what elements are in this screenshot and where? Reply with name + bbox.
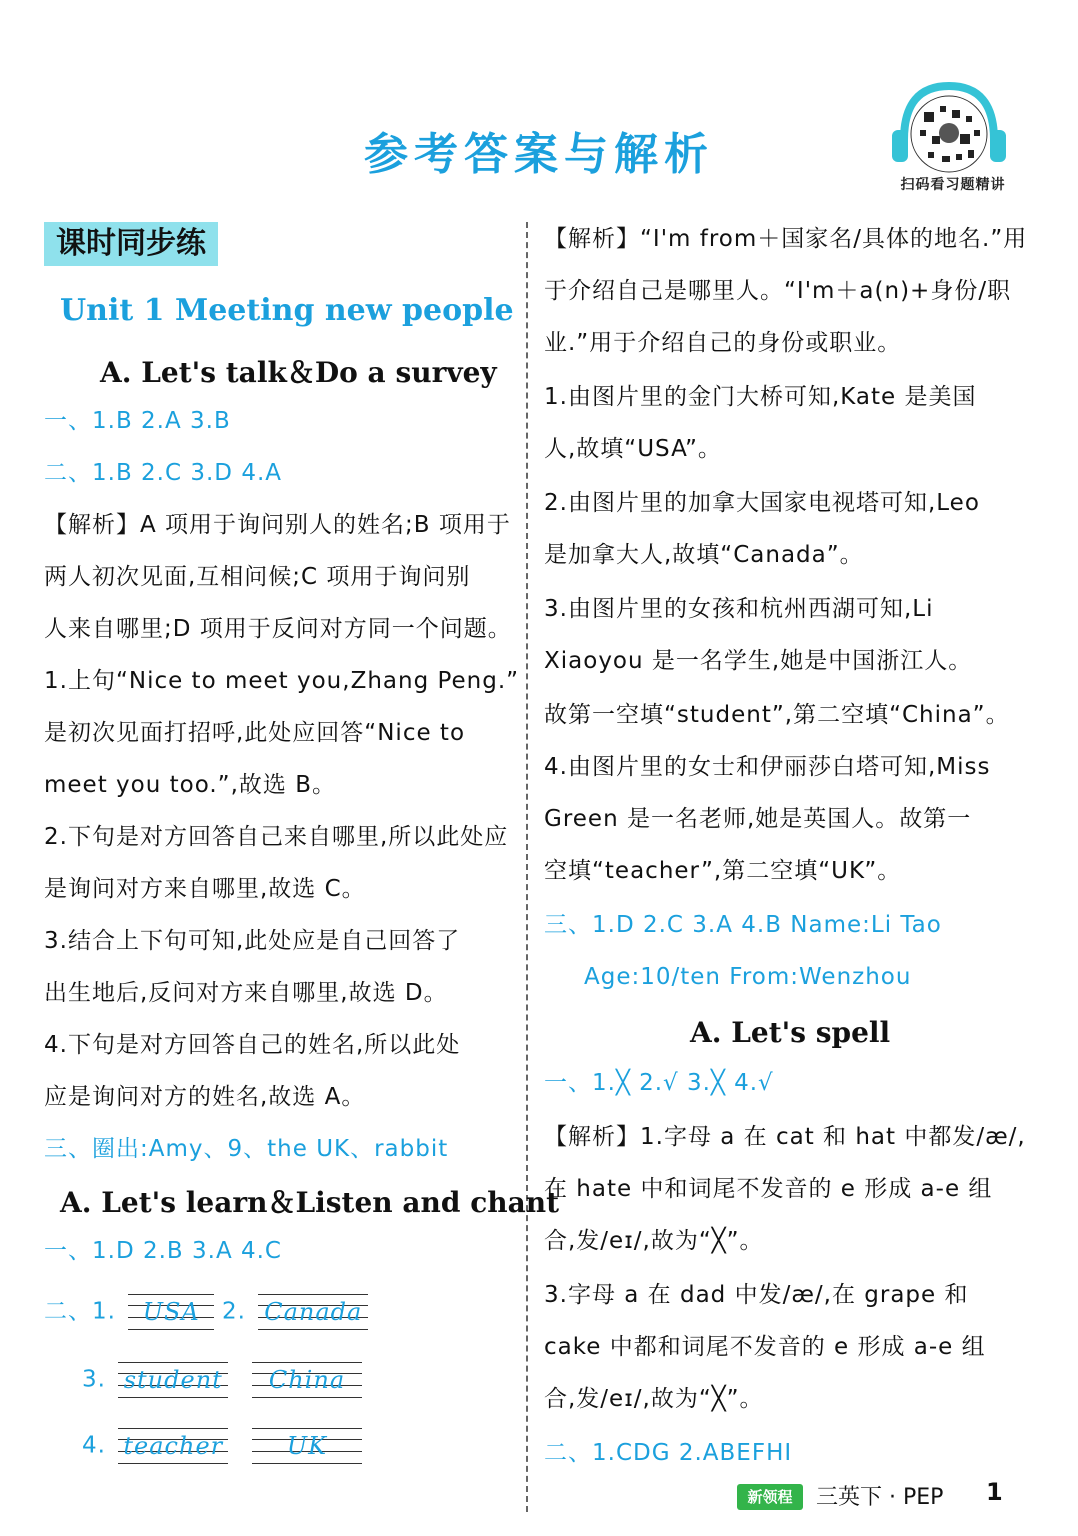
qr-code-headphones-icon [890,78,1008,178]
page-number: 1 [986,1478,1003,1506]
answer-line: 二、1.CDG 2.ABEFHI [544,1440,793,1466]
answer-line: 一、1.╳ 2.√ 3.╳ 4.√ [544,1070,774,1096]
blank-prefix: 二、1. [44,1298,116,1325]
blank-answer: USA [142,1298,200,1326]
explanation-line: 在 hate 中和词尾不发音的 e 形成 a-e 组 [544,1176,993,1202]
explanation-line: 两人初次见面,互相问候;C 项用于询问别 [44,564,471,590]
column-divider [526,222,528,1512]
explanation-line: 【解析】A 项用于询问别人的姓名;B 项用于 [44,512,511,538]
blank-answer: Canada [264,1298,363,1326]
blank-answer: China [268,1366,346,1394]
blank-row [82,1362,228,1398]
explanation-line: 合,发/eɪ/,故为“╳”。 [544,1228,764,1254]
handwriting-blank [118,1362,228,1398]
explanation-line: 应是询问对方的姓名,故选 A。 [44,1084,366,1110]
blank-prefix: 4. [82,1432,106,1459]
subsection-title: A. Let's talk＆Do a survey [100,356,497,389]
blank-row [248,1362,362,1398]
explanation-line: Xiaoyou 是一名学生,她是中国浙江人。 [544,648,973,674]
explanation-line: 1.上句“Nice to meet you,Zhang Peng.” [44,668,520,694]
blank-row [44,1294,214,1330]
explanation-line: Green 是一名老师,她是英国人。故第一 [544,806,972,832]
explanation-line: 合,发/eɪ/,故为“╳”。 [544,1386,764,1412]
explanation-line: 3.字母 a 在 dad 中发/æ/,在 grape 和 [544,1282,969,1308]
handwriting-blank [128,1294,214,1330]
handwriting-blank [258,1294,368,1330]
brand-badge: 新领程 [737,1484,803,1510]
blank-prefix: 2. [222,1298,246,1325]
explanation-line: meet you too.”,故选 B。 [44,772,336,798]
section-tag: 课时同步练 [44,222,218,266]
explanation-line: 3.由图片里的女孩和杭州西湖可知,Li [544,596,934,622]
explanation-line: 是加拿大人,故填“Canada”。 [544,542,864,568]
answer-line: 一、1.B 2.A 3.B [44,408,231,434]
explanation-line: 【解析】“I'm from＋国家名/具体的地名.”用 [544,226,1028,252]
unit-title: Unit 1 Meeting new people [60,293,514,328]
explanation-line: 故第一空填“student”,第二空填“China”。 [544,702,1010,728]
footer-book-info: 三英下 · PEP [816,1485,944,1510]
explanation-line: 业.”用于介绍自己的身份或职业。 [544,330,902,356]
answer-line: 三、圈出:Amy、9、the UK、rabbit [44,1136,449,1162]
explanation-line: 出生地后,反问对方来自哪里,故选 D。 [44,980,448,1006]
explanation-line: 2.下句是对方回答自己来自哪里,所以此处应 [44,824,509,850]
answer-line: 二、1.B 2.C 3.D 4.A [44,460,282,486]
explanation-line: cake 中都和词尾不发音的 e 形成 a-e 组 [544,1334,986,1360]
explanation-line: 于介绍自己是哪里人。“I'm＋a(n)+身份/职 [544,278,1012,304]
explanation-line: 4.由图片里的女士和伊丽莎白塔可知,Miss [544,754,991,780]
answer-line: 一、1.D 2.B 3.A 4.C [44,1238,282,1264]
page-title: 参考答案与解析 [364,129,714,180]
blank-answer: teacher [123,1432,224,1460]
subsection-title: A. Let's learn＆Listen and chant [60,1186,560,1219]
blank-answer: student [123,1366,223,1394]
qr-caption: 扫码看习题精讲 [900,177,1006,193]
blank-row [222,1294,368,1330]
explanation-line: 【解析】1.字母 a 在 cat 和 hat 中都发/æ/, [544,1124,1026,1150]
explanation-line: 人,故填“USA”。 [544,436,722,462]
explanation-line: 人来自哪里;D 项用于反问对方同一个问题。 [44,616,512,642]
explanation-line: 是询问对方来自哪里,故选 C。 [44,876,366,902]
handwriting-blank [118,1428,228,1464]
handwriting-blank [252,1428,362,1464]
explanation-line: 4.下句是对方回答自己的姓名,所以此处 [44,1032,461,1058]
explanation-line: 3.结合上下句可知,此处应是自己回答了 [44,928,461,954]
explanation-line: 2.由图片里的加拿大国家电视塔可知,Leo [544,490,980,516]
blank-row [248,1428,362,1464]
explanation-line: 是初次见面打招呼,此处应回答“Nice to [44,720,466,746]
subsection-title: A. Let's spell [690,1016,891,1049]
explanation-line: 空填“teacher”,第二空填“UK”。 [544,858,902,884]
blank-prefix: 3. [82,1366,106,1393]
answer-line: 三、1.D 2.C 3.A 4.B Name:Li Tao [544,912,942,938]
handwriting-blank [252,1362,362,1398]
answer-line: Age:10/ten From:Wenzhou [584,964,912,990]
blank-answer: UK [286,1432,328,1460]
blank-row [82,1428,228,1464]
explanation-line: 1.由图片里的金门大桥可知,Kate 是美国 [544,384,977,410]
